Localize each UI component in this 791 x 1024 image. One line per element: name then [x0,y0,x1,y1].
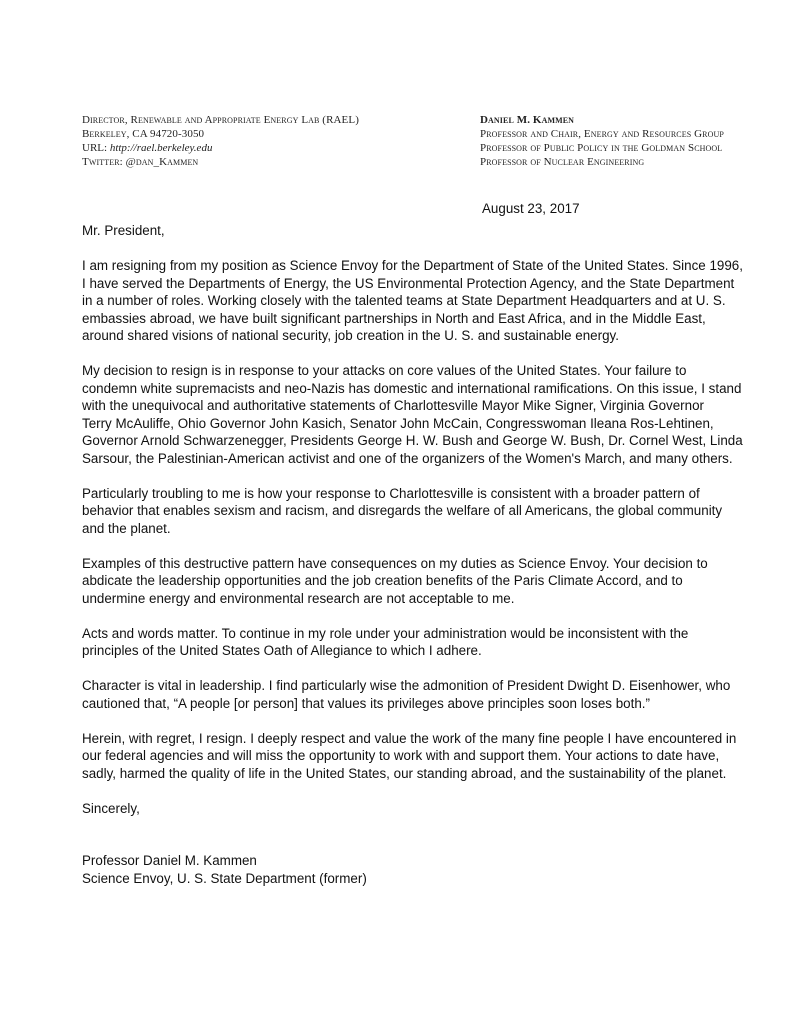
paragraph-line: Examples of this destructive pattern have consequences on my duties as Science Envoy. Your decision to [82,555,708,571]
lab-address: Berkeley, CA 94720-3050 [82,128,205,140]
letter-date: August 23, 2017 [482,201,580,216]
author-title-1: Professor and Chair, Energy and Resources Group [480,128,724,140]
paragraph-7 [82,730,742,783]
letterhead-left [82,113,442,169]
paragraph-line: Terry McAuliffe, Ohio Governor John Kasich, Senator John McCain, Congresswoman Ileana Ros-Lehtinen, [82,415,714,431]
paragraph-line: principles of the United States Oath of Allegiance to which I adhere. [82,643,482,658]
url-link[interactable]: http://rael.berkeley.edu [109,142,213,154]
author-title-3: Professor of Nuclear Engineering [480,156,645,168]
paragraph-line: Particularly troubling to me is how your response to Charlottesville is consistent with a broader pattern of [82,485,700,501]
paragraph-1 [82,257,742,345]
paragraph-3 [82,485,742,538]
paragraph-line: Acts and words matter. To continue in my role under your administration would be inconsistent with the [82,625,689,641]
author-title-2: Professor of Public Policy in the Goldman School [480,142,723,154]
signature-title: Science Envoy, U. S. State Department (former) [82,870,367,886]
paragraph-2 [82,362,742,467]
paragraph-line: Herein, with regret, I resign. I deeply respect and value the work of the many fine people I have encountered in [82,730,737,746]
closing: Sincerely, [82,800,140,816]
paragraph-line: I am resigning from my position as Science Envoy for the Department of State of the United States. Since 1996, [82,258,743,273]
paragraph-line: abdicate the leadership opportunities and the job creation benefits of the Paris Climate Accord, and to [82,573,683,588]
paragraph-line: our federal agencies and will miss the opportunity to work with and support them. Your actions to date have, [82,748,720,763]
paragraph-6 [82,677,742,712]
paragraph-line: embassies abroad, we have built significant partnerships in North and East Africa, and in the Middle East, [82,310,706,326]
paragraph-4 [82,555,742,608]
paragraph-line: with the unequivocal and authoritative statements of Charlottesville Mayor Mike Signer, Virginia Governor [82,398,704,413]
lab-url-line [82,141,442,155]
signature-name: Professor Daniel M. Kammen [82,853,257,868]
paragraph-line: undermine energy and environmental research are not acceptable to me. [82,590,515,606]
paragraph-line: Sarsour, the Palestinian-American activist and one of the organizers of the Women's March, and many others. [82,450,733,466]
paragraph-line: Character is vital in leadership. I find particularly wise the admonition of President Dwight D. Eisenhower, who [82,678,731,693]
letterhead-right [480,113,780,169]
paragraph-line: sadly, harmed the quality of life in the United States, our standing abroad, and the sustainability of the planet. [82,765,727,781]
paragraph-line: Governor Arnold Schwarzenegger, Presidents George H. W. Bush and George W. Bush, Dr. Cornel West, Linda [82,433,743,448]
paragraph-line: I have served the Departments of Energy, the US Environmental Protection Agency, and the State Department [82,275,735,291]
paragraph-line: in a number of roles. Working closely with the talented teams at State Department Headquarters and at U. S. [82,293,726,308]
letter-body [82,222,742,887]
salutation: Mr. President, [82,223,165,238]
lab-title: Director, Renewable and Appropriate Energy Lab (RAEL) [82,114,359,126]
url-label: URL: [82,142,110,154]
paragraph-line: condemn white supremacists and neo-Nazis has domestic and international ramifications. On this issue, I stand [82,380,742,396]
paragraph-line: cautioned that, “A people [or person] that values its privileges above principles soon loses both.” [82,695,650,711]
signature-block [82,852,742,887]
twitter-handle[interactable]: Twitter: @dan_Kammen [82,156,199,168]
paragraph-line: behavior that enables sexism and racism, and disregards the welfare of all Americans, the global community [82,503,723,518]
paragraph-5 [82,625,742,660]
paragraph-line: around shared visions of national security, job creation in the U. S. and sustainable energy. [82,328,619,343]
paragraph-line: My decision to resign is in response to your attacks on core values of the United States. Your failure to [82,363,687,378]
author-name: Daniel M. Kammen [480,114,575,126]
paragraph-line: and the planet. [82,520,171,536]
